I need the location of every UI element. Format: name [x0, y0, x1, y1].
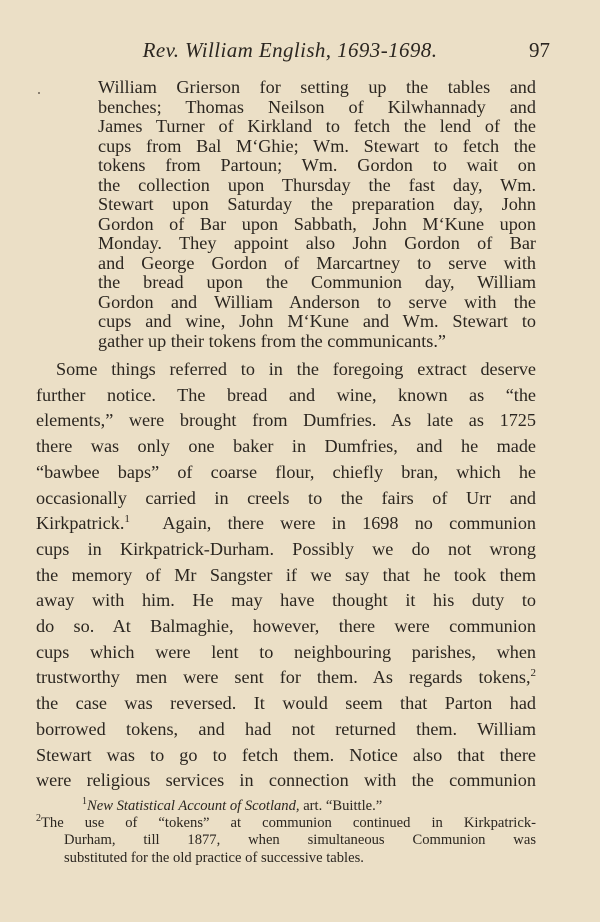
footnote-text: substituted for the old practice of successive tables.	[64, 849, 364, 866]
body-line: away with him. He may have thought it his duty to	[36, 590, 536, 611]
body-line: occasionally carried in creels to the fairs of Urr and	[36, 487, 536, 508]
body-line	[36, 511, 536, 537]
body-line: there was only one baker in Dumfries, and he made	[36, 436, 536, 457]
quote-line: the collection upon Thursday the fast day, Wm.	[98, 174, 536, 195]
body-line: “bawbee baps” of coarse flour, chiefly bran, which he	[36, 461, 536, 482]
quote-line: William Grierson for setting up the tables and	[98, 77, 536, 97]
quote-line: and George Gordon of Marcartney to serve with	[98, 252, 536, 273]
footnote-ref-1: 1	[124, 513, 130, 526]
body-line: Stewart was to go to fetch them. Notice also that there	[36, 744, 536, 765]
footnotes	[36, 798, 536, 867]
quote-line: Monday. They appoint also John Gordon of Bar	[98, 233, 536, 253]
footnote-number: 1	[82, 796, 87, 808]
body-line: borrowed tokens, and had not returned them. William	[36, 718, 536, 739]
quote-line: Gordon and William Anderson to serve with the	[98, 291, 536, 312]
quote-line: Stewart upon Saturday the preparation day, John	[98, 194, 536, 214]
body-line	[36, 665, 536, 691]
body-text-fragment: Again, there were in 1698 no communion	[162, 513, 537, 534]
body-paragraph	[36, 357, 536, 794]
ink-speck	[38, 92, 40, 94]
body-line: further notice. The bread and wine, known as “the	[36, 384, 536, 405]
page-number: 97	[529, 38, 550, 62]
footnote-2	[36, 815, 536, 832]
footnote-text: art. “Buittle.”	[303, 798, 383, 814]
running-head: Rev. William English, 1693-1698.	[142, 38, 438, 62]
footnote-number: 2	[36, 813, 41, 825]
body-line: elements,” were brought from Dumfries. As late as 1725	[36, 410, 536, 431]
footnote-ref-2: 2	[530, 667, 536, 680]
quote-line: the bread upon the Communion day, William	[98, 272, 536, 292]
body-line: the case was reversed. It would seem that Parton had	[36, 693, 536, 714]
body-line: cups in Kirkpatrick-Durham. Possibly we do not wrong	[36, 538, 536, 559]
quote-line: gather up their tokens from the communicants.”	[98, 330, 446, 351]
body-line: Some things referred to in the foregoing extract deserve	[56, 359, 536, 379]
quote-line: Gordon of Bar upon Sabbath, John M‘Kune upon	[98, 213, 536, 234]
page-header	[30, 38, 550, 64]
quoted-extract	[98, 78, 536, 351]
body-text-fragment: Kirkpatrick.	[36, 513, 125, 534]
quote-line: tokens from Partoun; Wm. Gordon to wait on	[98, 155, 536, 175]
body-line: do so. At Balmaghie, however, there were communion	[36, 616, 536, 637]
quote-line: cups from Bal M‘Ghie; Wm. Stewart to fetch the	[98, 135, 536, 156]
quote-line: James Turner of Kirkland to fetch the lend of the	[98, 116, 536, 136]
body-text-fragment: trustworthy men were sent for them. As regards tokens,	[36, 667, 531, 688]
quote-line: benches; Thomas Neilson of Kilwhannady and	[98, 96, 536, 117]
quote-line: cups and wine, John M‘Kune and Wm. Stewart to	[98, 311, 536, 331]
body-line: cups which were lent to neighbouring parishes, when	[36, 641, 536, 662]
footnote-1	[36, 798, 536, 815]
footnote-text: Durham, till 1877, when simultaneous Communion was	[64, 832, 536, 849]
body-line: were religious services in connection with the communion	[36, 770, 536, 791]
body-line: the memory of Mr Sangster if we say that he took them	[36, 564, 536, 585]
footnote-title: New Statistical Account of Scotland,	[87, 798, 300, 814]
footnote-text: The use of “tokens” at communion continued in Kirkpatrick-	[41, 815, 536, 832]
